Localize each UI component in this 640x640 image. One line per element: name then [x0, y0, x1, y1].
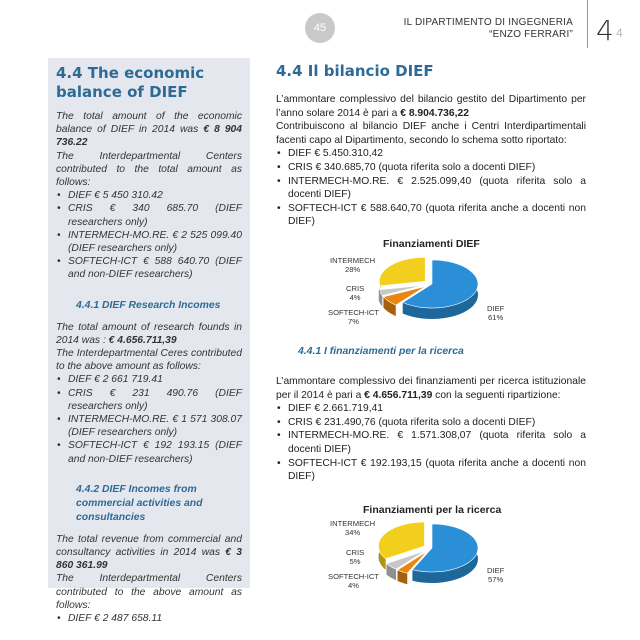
chart-1-label-dief [487, 304, 504, 322]
chart-1-label-dief-value: 61% [488, 313, 504, 322]
chart-2-label-dief-name: DIEF [487, 566, 505, 575]
italian-research-section [276, 345, 586, 359]
chart-1-label-softech [328, 308, 379, 326]
italian-column [276, 62, 586, 229]
chart-2-label-intermech-value: 34% [344, 528, 361, 537]
chart-1-label-softech-name: SOFTECH-ICT [328, 308, 380, 317]
english-commercial-after: The Interdepartmental Centers contributed to the above amount as follows: [56, 573, 242, 611]
chapter-number-faint: 4 [616, 26, 623, 40]
list-item: • INTERMECH-MO.RE. € 1.571.308,07 (quota riferita solo a docenti DIEF) [276, 429, 586, 456]
english-commercial [56, 533, 242, 625]
chart-1-label-softech-value: 7% [348, 317, 360, 326]
list-item: • DIEF € 5 450 310.42 [56, 189, 242, 202]
list-item: • DIEF € 2 661 719.41 [56, 373, 242, 386]
italian-title: 4.4 Il bilancio DIEF [276, 62, 434, 80]
english-commercial-amount: € 3 860 361.99 [56, 547, 242, 572]
italian-intro-after: Contribuiscono al bilancio DIEF anche i Centri Interdipartimentali facenti capo al Dipartimento, secondo lo schema sotto riportato: [276, 121, 586, 146]
chart-1-label-intermech-name: INTERMECH [330, 256, 376, 265]
english-research-amount: € 4.656.711,39 [108, 334, 177, 346]
italian-research-amount: € 4.656.711,39 [364, 389, 433, 401]
english-commercial-text: The total revenue from commercial and consultancy activities in 2014 was [56, 533, 242, 559]
department-line-2: “ENZO FERRARI” [489, 29, 573, 40]
chart-2-label-cris [346, 548, 364, 566]
english-intro-after: The Interdepartmental Centers contributed to the total amount as follows: [56, 150, 242, 189]
english-sidebar [48, 58, 250, 625]
list-item: • SOFTECH-ICT € 192 193.15 (DIEF and non-DIEF researchers) [56, 439, 242, 465]
department-line-1: IL DIPARTIMENTO DI INGEGNERIA [403, 17, 573, 28]
list-item: • CRIS € 340.685,70 (quota riferita solo a docenti DIEF) [276, 161, 586, 175]
department-name [404, 17, 573, 41]
chart-2-label-cris-name: CRIS [346, 548, 365, 557]
italian-research [276, 375, 586, 484]
list-item: • SOFTECH-ICT € 192.193,15 (quota riferita anche a docenti non DIEF) [276, 457, 586, 484]
chart-1-label-intermech-value: 28% [344, 265, 361, 274]
chart-2-label-cris-value: 5% [349, 557, 361, 566]
english-title: 4.4 The economic balance of DIEF [56, 64, 205, 101]
page-number: 45 [305, 13, 335, 43]
chart-2-title: Finanziamenti per la ricerca [363, 504, 502, 516]
list-item: • INTERMECH-MO.RE. € 1 571 308.07 (DIEF researchers only) [56, 413, 242, 439]
italian-intro-amount: € 8.904.736,22 [400, 107, 469, 119]
italian-list [276, 147, 586, 229]
english-commercial-list [56, 612, 242, 625]
italian-research-text: L’ammontare complessivo dei finanziamenti per ricerca istituzionale per il 2014 è pari a [276, 376, 586, 401]
chart-1-label-cris [346, 284, 364, 302]
list-item: • INTERMECH-MO.RE. € 2 525 099.40 (DIEF researchers only) [56, 229, 242, 255]
list-item: • INTERMECH-MO.RE. € 2.525.099,40 (quota riferita solo a docenti DIEF) [276, 175, 586, 202]
chart-2-label-dief [487, 566, 504, 584]
list-item: • DIEF € 2.661.719,41 [276, 402, 586, 416]
english-research [56, 321, 242, 466]
chart-1-label-intermech [330, 256, 375, 274]
list-item: • CRIS € 231 490.76 (DIEF researchers only) [56, 387, 242, 413]
chart-2-label-dief-value: 57% [488, 575, 504, 584]
list-item: • DIEF € 5.450.310,42 [276, 147, 586, 161]
pie-chart-2 [376, 514, 492, 598]
italian-intro-text: L’ammontare complessivo del bilancio gestito del Dipartimento per l’anno solare 2014 è pari a [276, 94, 586, 119]
english-list [56, 189, 242, 281]
chart-1-label-dief-name: DIEF [487, 304, 505, 313]
english-commercial-title: 4.4.2 DIEF Incomes from commercial activities and consultancies [76, 483, 203, 523]
italian-research-body [276, 375, 586, 484]
english-intro-amount: € 8 904 736.22 [56, 124, 242, 149]
english-research-list [56, 373, 242, 465]
english-intro-text: The total amount of the economic balance of DIEF in 2014 was [56, 111, 242, 136]
list-item: • SOFTECH-ICT € 588 640.70 (DIEF and non-DIEF researchers) [56, 255, 242, 281]
english-research-after: The Interdepartmental Ceres contributed to the above amount as follows: [56, 348, 242, 373]
chart-2-label-softech-name: SOFTECH-ICT [328, 572, 380, 581]
list-item: • CRIS € 231.490,76 (quota riferita solo a docenti DIEF) [276, 416, 586, 430]
header-divider [587, 0, 588, 48]
list-item: • SOFTECH-ICT € 588.640,70 (quota riferita anche a docenti non DIEF) [276, 202, 586, 229]
english-research-title: 4.4.1 DIEF Research Incomes [76, 299, 221, 311]
english-intro [56, 110, 242, 282]
italian-intro [276, 93, 586, 229]
chart-2-label-intermech [330, 519, 375, 537]
chart-1-title: Finanziamenti DIEF [383, 238, 480, 250]
chart-2-label-softech-value: 4% [348, 581, 360, 590]
chapter-number: 4 [596, 14, 614, 47]
italian-research-list [276, 402, 586, 484]
chart-1-label-cris-value: 4% [349, 293, 361, 302]
pie-1-slice-intermech [379, 257, 425, 285]
italian-research-after: con la seguenti ripartizione: [432, 389, 561, 401]
chart-2-label-softech [328, 572, 379, 590]
italian-research-title: 4.4.1 I finanziamenti per la ricerca [298, 346, 464, 357]
list-item: • DIEF € 2 487 658.11 [56, 612, 242, 625]
chart-1-label-cris-name: CRIS [346, 284, 365, 293]
list-item: • CRIS € 340 685.70 (DIEF researchers only) [56, 202, 242, 228]
chart-2-label-intermech-name: INTERMECH [330, 519, 376, 528]
pie-chart-1 [376, 250, 492, 334]
english-research-text: The total amount of research founds in 2014 was : [56, 321, 242, 346]
